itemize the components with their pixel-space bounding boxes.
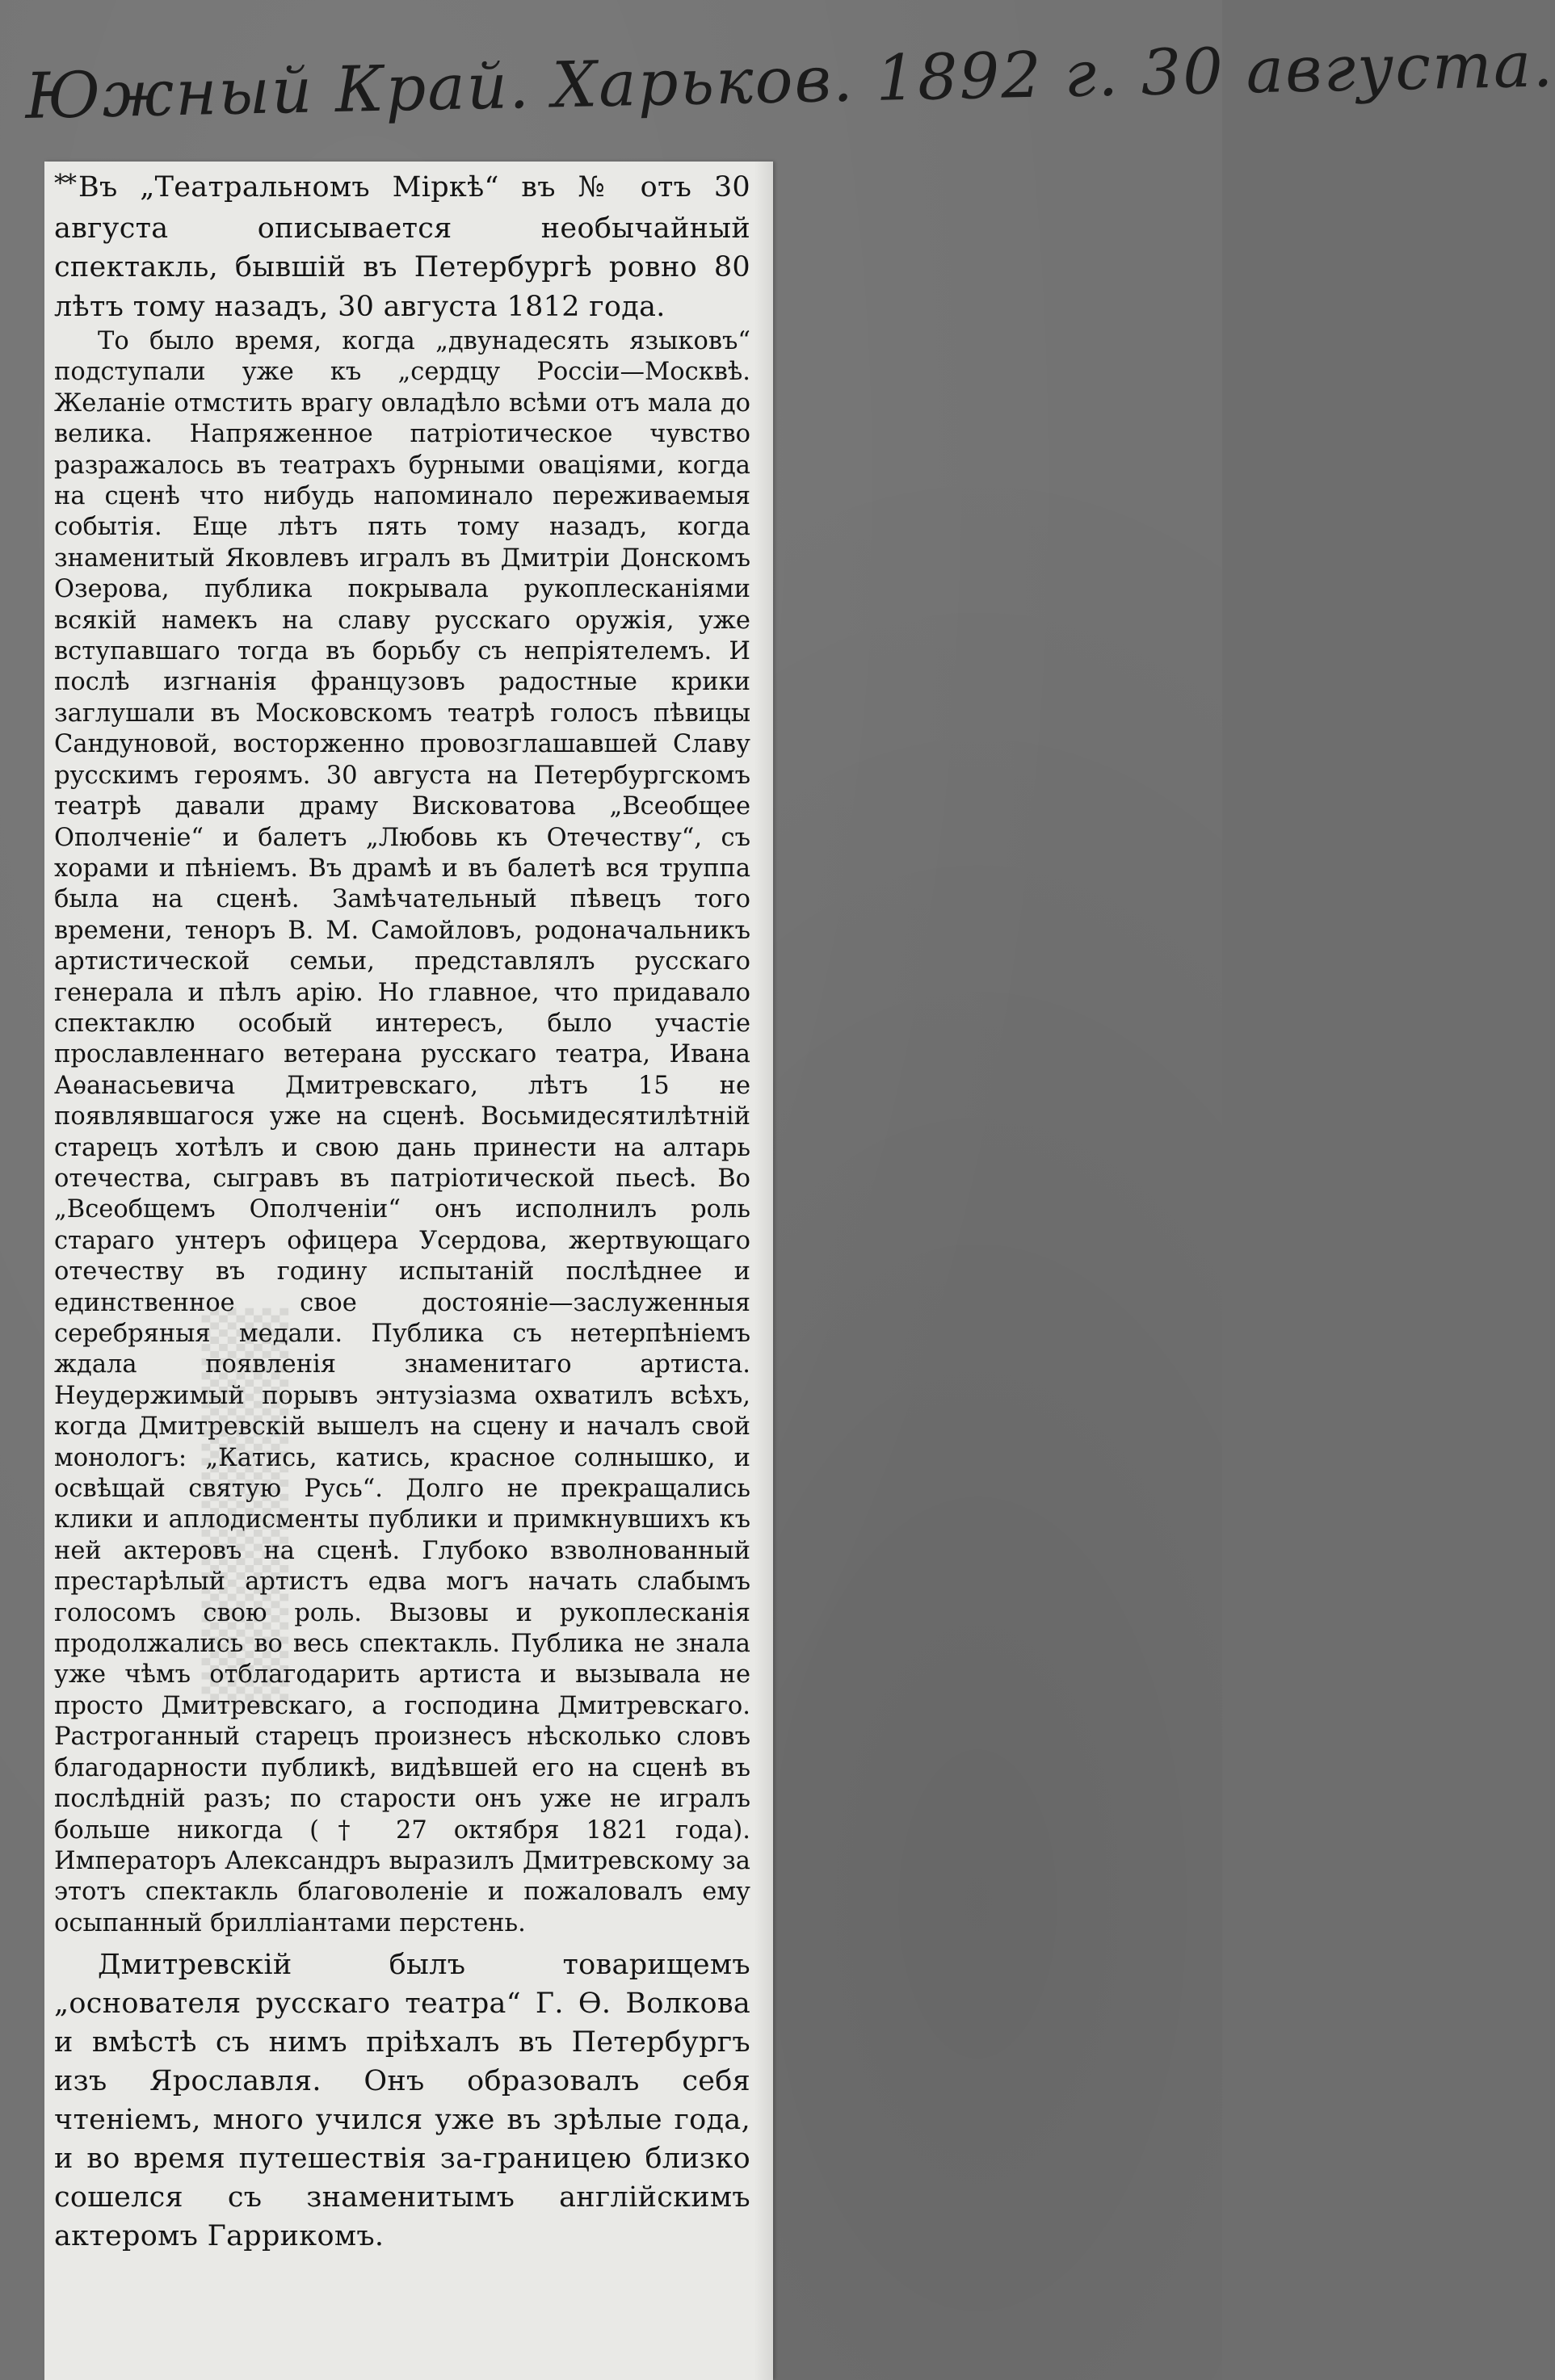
article-closing-paragraph: Дмитревскій былъ товарищемъ „основателя русскаго театра“ Г. Ѳ. Волкова и вмѣстѣ съ нимъ пріѣхалъ въ Петербургъ изъ Ярославля. Онъ образовалъ себя чтеніемъ, много учился уже въ зрѣлые года, и во время путешествія за-границею близко сошелся съ знаменитымъ англійскимъ актеромъ Гаррикомъ. [54,1949,750,2253]
article-column [54,168,750,2256]
article-body-paragraph: То было время, когда „двунадесять языковъ“ подступали уже къ „сердцу Россіи—Москвѣ. Желаніе отмстить врагу овладѣло всѣми отъ мала до велика. Напряженное патріотическое чувство разражалось въ театрахъ бурными оваціями, когда на сценѣ что нибудь напоминало переживаемыя событія. Еще лѣтъ пять тому назадъ, когда знаменитый Яковлевъ игралъ въ Дмитріи Донскомъ Озерова, публика покрывала рукоплесканіями всякій намекъ на славу русскаго оружія, уже вступавшаго тогда въ борьбу съ непріятелемъ. И послѣ изгнанія французовъ радостные крики заглушали въ Московскомъ театрѣ голосъ пѣвицы Сандуновой, восторженно провозглашавшей Славу русскимъ героямъ. 30 августа на Петербургскомъ театрѣ давали драму Висковатова „Всеобщее Ополченіе“ и балетъ „Любовь къ Отечеству“, съ хорами и пѣніемъ. Въ драмѣ и въ балетѣ вся труппа была на сценѣ. Замѣчательный пѣвецъ того времени, теноръ В. М. Самойловъ, родоначальникъ артистической семьи, представлялъ русскаго генерала и пѣлъ арію. Но главное, что придавало спектаклю особый интересъ, было участіе прославленнаго ветерана русскаго театра, Ивана Аѳанасьевича Дмитревскаго, лѣтъ 15 не появлявшагося уже на сценѣ. Восьмидесятилѣтній старецъ хотѣлъ и свою дань принести на алтарь отечества, сыгравъ въ патріотической пьесѣ. Во „Всеобщемъ Ополченіи“ онъ исполнилъ роль стараго унтеръ офицера Усердова, жертвующаго отечеству въ годину испытаній послѣднее и единственное свое достояніе—заслуженныя серебряныя медали. Публика съ нетерпѣніемъ ждала появленія знаменитаго артиста. Неудержимый порывъ энтузіазма охватилъ всѣхъ, когда Дмитревскій вышелъ на сцену и началъ свой монологъ: „Катись, катись, красное солнышко, и освѣщай святую Русь“. Долго не прекращались клики и аплодисменты публики и примкнувшихъ къ ней актеровъ на сценѣ. Глубоко взволнованный престарѣлый артистъ едва могъ начать слабымъ голосомъ свою роль. Вызовы и рукоплесканія продолжались во весь спектакль. Публика не знала уже чѣмъ отблагодарить артиста и вызывала не просто Дмитревскаго, а господина Дмитревскаго. Растроганный старецъ произнесъ нѣсколько словъ благодарности публикѣ, видѣвшей его на сценѣ въ послѣдній разъ; по старости онъ уже не игралъ больше никогда († 27 октября 1821 года). Императоръ Александръ выразилъ Дмитревскому за этотъ спектакль благоволеніе и пожаловалъ ему осыпанный брилліантами перстень. [54,327,750,1937]
newspaper-clipping [44,162,773,2380]
article-intro-text: Въ „Театральномъ Міркѣ“ въ № отъ 30 августа описывается необычайный спектакль, бывшій въ Петербургѣ ровно 80 лѣтъ тому назадъ, 30 августа 1812 года. [54,171,750,323]
handwritten-source-annotation: Южный Край. Харьков. 1892 г. 30 августа. [24,28,1555,133]
article-intro-paragraph [54,168,750,326]
show-through-texture: ▒▒▒▒▒▒▒ [202,1308,288,1708]
asterism-marker: ** [54,170,75,198]
